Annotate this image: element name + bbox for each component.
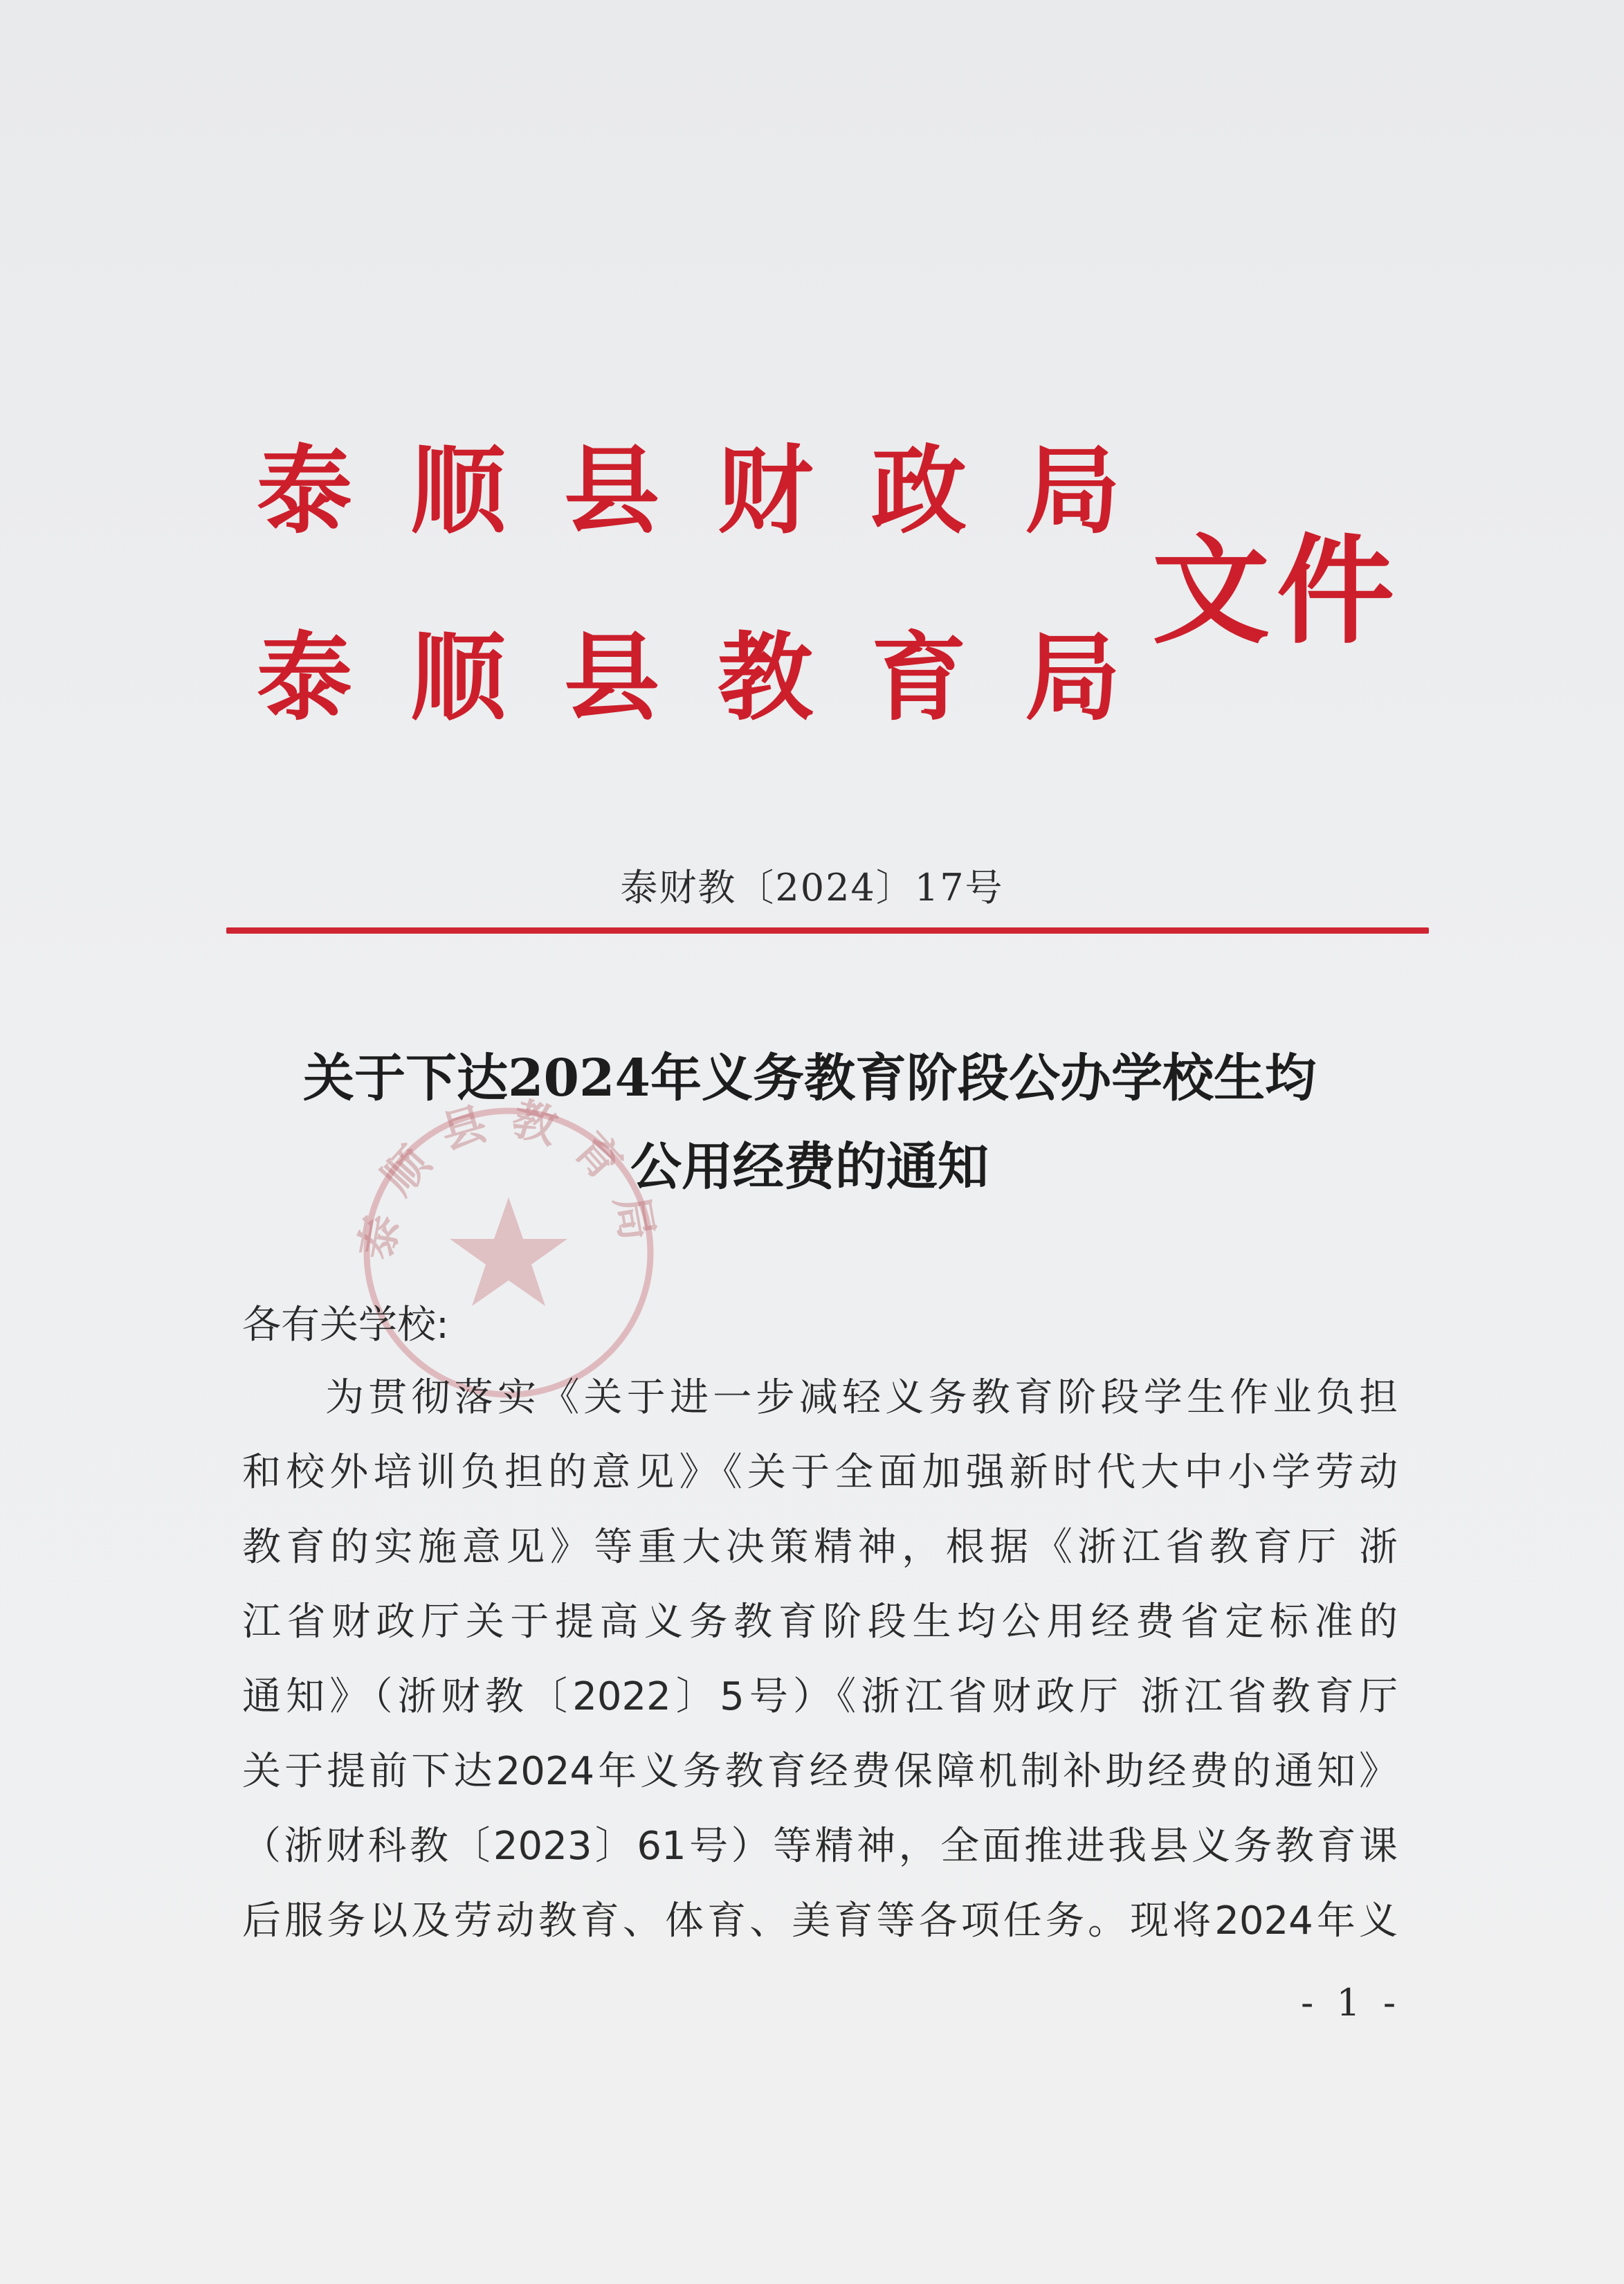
document-number: 泰财教〔2024〕17号	[620, 866, 1004, 909]
seal-text: 泰顺县教育局	[351, 1093, 666, 1264]
issuer-2-char: 县	[563, 622, 659, 734]
body-line: （浙财科教〔2023〕61号）等精神，全面推进我县义务教育课	[242, 1824, 1398, 1869]
issuer-2-char: 教	[717, 622, 813, 734]
issuer-2-char: 育	[870, 622, 967, 734]
body-line: 和校外培训负担的意见》《关于全面加强新时代大中小学劳动	[242, 1450, 1398, 1495]
issuer-2-char: 局	[1024, 622, 1120, 734]
body-line: 后服务以及劳动教育、体育、美育等各项任务。现将2024年义	[242, 1898, 1398, 1943]
notice-title-line-1: 关于下达2024年义务教育阶段公办学校生均	[303, 1049, 1316, 1108]
red-divider	[226, 927, 1429, 934]
salutation: 各有关学校:	[242, 1303, 449, 1348]
notice-title-line-2: 公用经费的通知	[630, 1137, 989, 1197]
body-line: 江省财政厅关于提高义务教育阶段生均公用经费省定标准的	[242, 1599, 1398, 1644]
body-line: 关于提前下达2024年义务教育经费保障机制补助经费的通知》	[242, 1749, 1398, 1794]
issuer-1-char: 财	[717, 435, 813, 547]
page-number: - 1 -	[1301, 1981, 1402, 2024]
body-line: 教育的实施意见》等重大决策精神，根据《浙江省教育厅 浙	[242, 1525, 1398, 1570]
issuer-education-bureau	[256, 622, 1121, 734]
body-line: 通知》（浙财教〔2022〕5号）《浙江省财政厅 浙江省教育厅	[242, 1674, 1398, 1719]
issuer-block	[256, 435, 1121, 734]
issuer-1-char: 政	[870, 435, 967, 547]
issuer-1-char: 局	[1024, 435, 1120, 547]
issuer-2-char: 顺	[410, 622, 506, 734]
issuer-1-char: 顺	[410, 435, 506, 547]
issuer-1-char: 县	[563, 435, 659, 547]
document-type-label: 文件	[1152, 523, 1402, 660]
issuer-finance-bureau	[256, 435, 1121, 547]
seal-star-icon	[450, 1197, 567, 1306]
body-line: 为贯彻落实《关于进一步减轻义务教育阶段学生作业负担	[325, 1375, 1398, 1420]
issuer-1-char: 泰	[256, 435, 352, 547]
issuer-2-char: 泰	[256, 622, 352, 734]
